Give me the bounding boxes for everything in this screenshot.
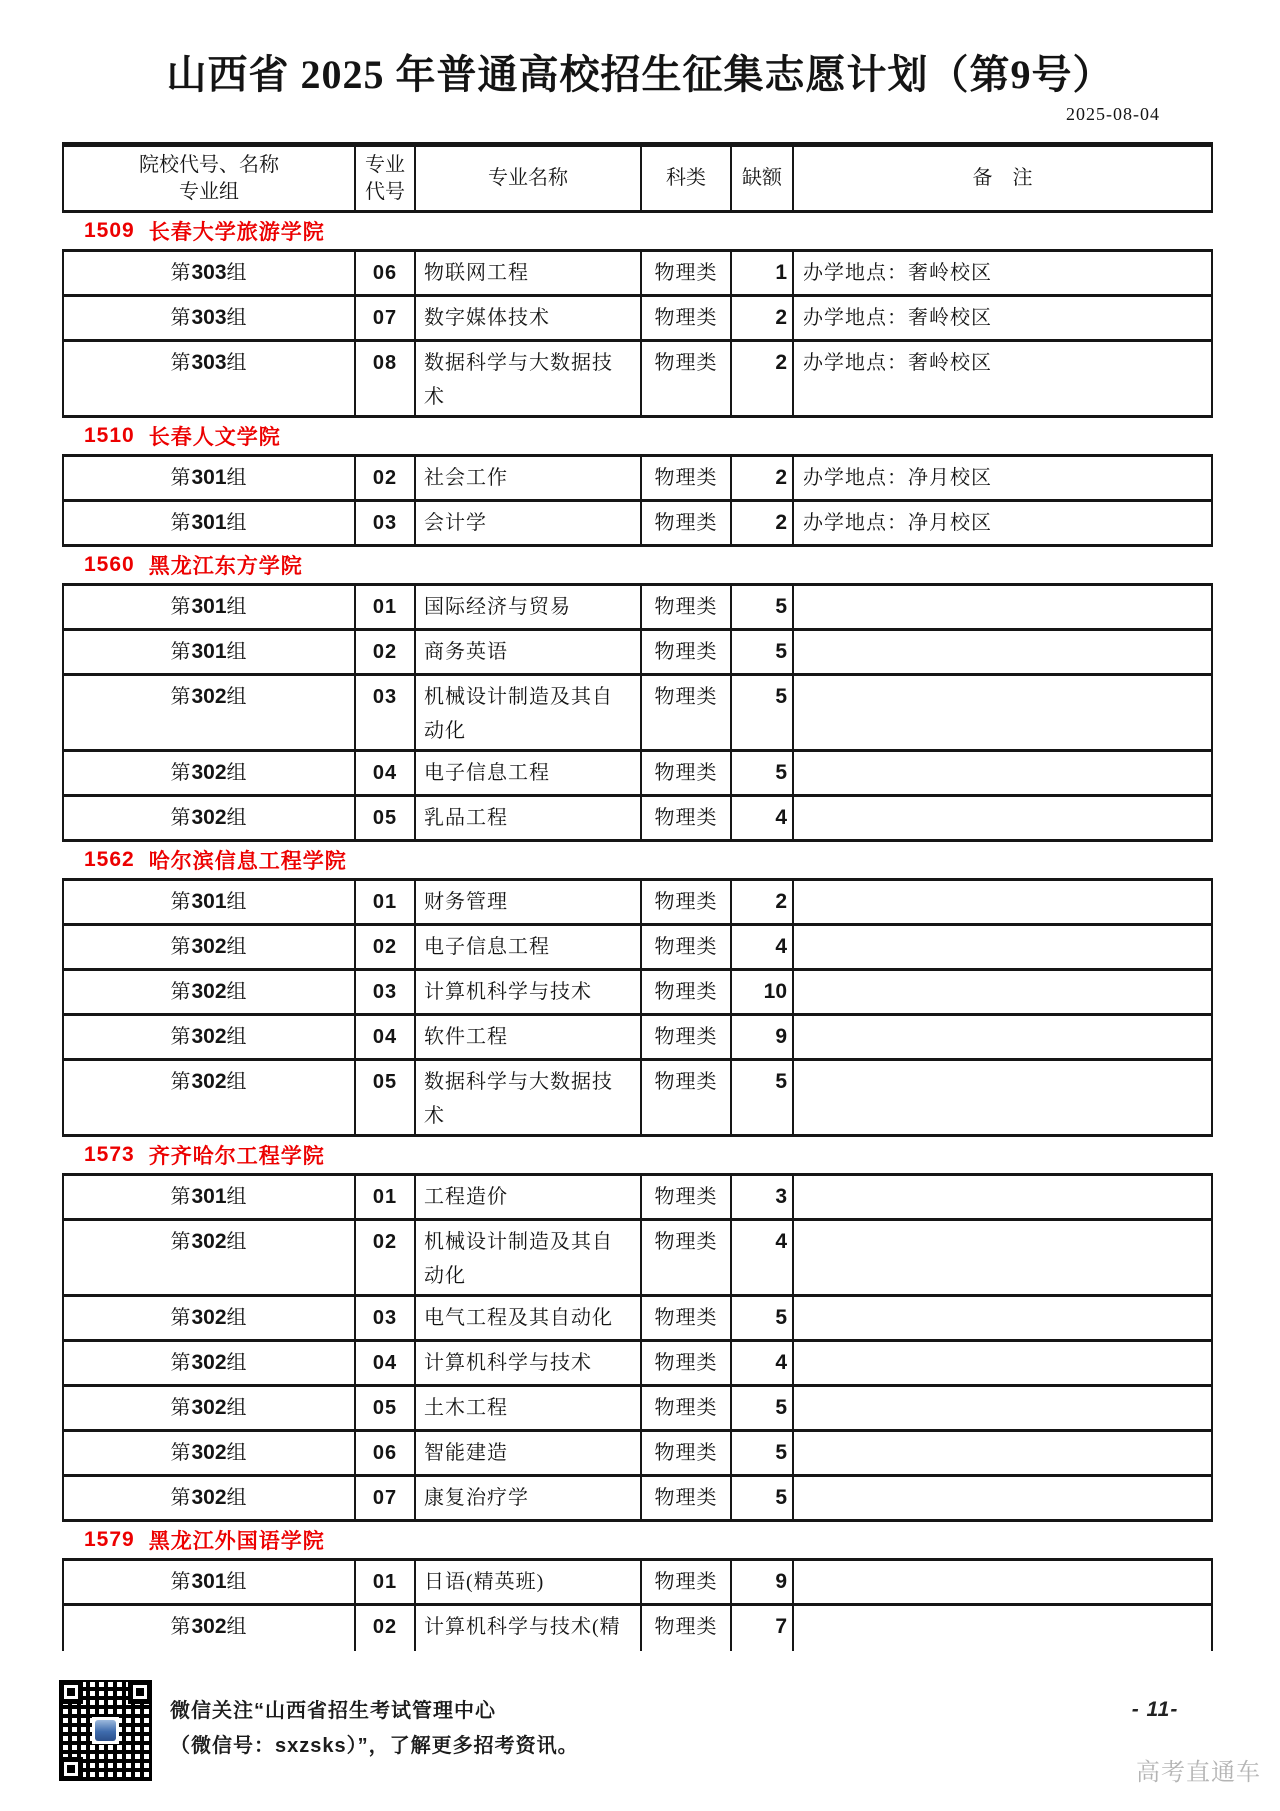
group-cell [64,252,356,294]
qr-finder-top-left [59,1680,83,1704]
major-code-cell: 05 [356,1387,416,1429]
group-text: 组 [226,981,248,1003]
major-name-cell: 机械设计制造及其自动化 [416,1221,642,1294]
note-cell [794,1221,1211,1294]
table-row [62,1297,1213,1342]
header-major-code-line1: 专业 [365,153,405,176]
group-number: 303 [191,351,227,374]
category-cell: 物理类 [642,881,732,923]
watermark-gaokao-zhitongche: 高考直通车 [1136,1759,1261,1786]
group-text: 第 [170,352,192,374]
vacancy-cell: 9 [732,1561,794,1603]
section-header-row [62,547,1213,586]
group-number: 302 [191,935,227,958]
note-cell [794,1061,1211,1134]
group-number: 302 [191,1306,227,1329]
section-college-code: 1509 [84,219,135,242]
note-cell [794,1297,1211,1339]
group-text: 第 [170,596,192,618]
major-name-cell: 土木工程 [416,1387,642,1429]
category-cell: 物理类 [642,1561,732,1603]
major-code-cell: 02 [356,631,416,673]
group-cell [64,881,356,923]
category-cell: 物理类 [642,631,732,673]
section-college-code: 1562 [84,848,135,871]
page-title: 山西省 2025 年普通高校招生征集志愿计划（第9号） [166,52,1114,97]
qr-finder-bottom-left [59,1757,83,1781]
category-cell: 物理类 [642,1387,732,1429]
major-name-cell: 计算机科学与技术(精 [416,1606,642,1651]
major-name-cell: 计算机科学与技术 [416,971,642,1013]
major-name-cell: 财务管理 [416,881,642,923]
major-name-cell: 乳品工程 [416,797,642,839]
group-text: 第 [170,262,192,284]
group-number: 302 [191,685,227,708]
plan-table [62,142,1213,1651]
page-number: - 11- [1131,1698,1179,1721]
group-text: 第 [170,936,192,958]
major-name-cell: 商务英语 [416,631,642,673]
group-number: 301 [191,466,227,489]
section-header-row [62,842,1213,881]
group-cell [64,676,356,749]
major-name-cell: 工程造价 [416,1176,642,1218]
note-cell: 办学地点：净月校区 [803,512,992,534]
section-college-code: 1560 [84,553,135,576]
major-code-cell: 03 [356,971,416,1013]
group-cell [64,457,356,499]
major-name-cell: 软件工程 [416,1016,642,1058]
group-cell [64,502,356,544]
group-cell [64,1342,356,1384]
group-text: 组 [226,1616,248,1638]
vacancy-cell: 5 [732,1477,794,1519]
category-cell: 物理类 [642,342,732,415]
section-header-row [62,1522,1213,1561]
vacancy-cell: 2 [732,297,794,339]
table-body [62,213,1213,1651]
group-number: 302 [191,980,227,1003]
group-text: 第 [170,1071,192,1093]
major-code-cell: 02 [356,1221,416,1294]
group-text: 组 [226,807,248,829]
group-number: 301 [191,511,227,534]
major-name-cell: 康复治疗学 [416,1477,642,1519]
category-cell: 物理类 [642,1221,732,1294]
vacancy-cell: 5 [732,586,794,628]
group-text: 第 [170,981,192,1003]
major-code-cell: 08 [356,342,416,415]
table-row [62,586,1213,631]
group-number: 301 [191,1570,227,1593]
major-code-cell: 02 [356,457,416,499]
group-text: 第 [170,807,192,829]
category-cell: 物理类 [642,586,732,628]
group-text: 组 [226,1352,248,1374]
table-row [62,1016,1213,1061]
major-code-cell: 01 [356,1176,416,1218]
group-cell [64,342,356,415]
major-code-cell: 03 [356,676,416,749]
vacancy-cell: 1 [732,252,794,294]
wechat-follow-line2: （微信号：sxzsks）”，了解更多招考资讯。 [170,1735,579,1757]
vacancy-cell: 2 [732,342,794,415]
group-number: 302 [191,1396,227,1419]
vacancy-cell: 5 [732,1387,794,1429]
group-text: 第 [170,1307,192,1329]
group-text: 第 [170,1487,192,1509]
group-text: 组 [226,1186,248,1208]
vacancy-cell: 5 [732,1432,794,1474]
table-row [62,676,1213,752]
group-number: 301 [191,595,227,618]
category-cell: 物理类 [642,1606,732,1651]
vacancy-cell: 4 [732,1221,794,1294]
major-name-cell: 数字媒体技术 [416,297,642,339]
group-text: 第 [170,762,192,784]
group-number: 302 [191,1070,227,1093]
group-cell [64,1176,356,1218]
group-text: 组 [226,352,248,374]
group-text: 组 [226,1442,248,1464]
document-date: 2025-08-04 [1066,104,1160,124]
group-text: 组 [226,596,248,618]
group-cell [64,631,356,673]
table-header-row [62,147,1213,213]
major-name-cell: 智能建造 [416,1432,642,1474]
group-text: 组 [226,1397,248,1419]
table-row [62,971,1213,1016]
major-code-cell: 02 [356,1606,416,1651]
group-number: 302 [191,806,227,829]
group-cell [64,586,356,628]
vacancy-cell: 5 [732,1061,794,1134]
group-text: 组 [226,1307,248,1329]
header-vacancy-label: 缺额 [742,167,782,189]
group-text: 组 [226,686,248,708]
group-text: 第 [170,1442,192,1464]
table-row [62,926,1213,971]
group-cell [64,797,356,839]
table-row [62,1387,1213,1432]
note-cell [794,1342,1211,1384]
major-name-cell: 电子信息工程 [416,752,642,794]
qr-finder-top-right [128,1680,152,1704]
note-cell [794,676,1211,749]
vacancy-cell: 2 [732,457,794,499]
section-college-code: 1579 [84,1528,135,1551]
group-text: 组 [226,641,248,663]
group-text: 组 [226,1231,248,1253]
group-number: 302 [191,1486,227,1509]
vacancy-cell: 5 [732,752,794,794]
table-row [62,1061,1213,1137]
table-row [62,752,1213,797]
header-college-line2: 专业组 [179,180,239,203]
group-number: 302 [191,1025,227,1048]
group-text: 第 [170,891,192,913]
vacancy-cell: 5 [732,631,794,673]
table-row [62,1221,1213,1297]
group-number: 303 [191,261,227,284]
group-number: 303 [191,306,227,329]
table-row [62,1432,1213,1477]
group-number: 302 [191,1230,227,1253]
note-cell [794,881,1211,923]
group-text: 组 [226,936,248,958]
section-college-name: 长春人文学院 [148,426,281,449]
category-cell: 物理类 [642,457,732,499]
category-cell: 物理类 [642,1477,732,1519]
section-college-name: 齐齐哈尔工程学院 [148,1145,325,1168]
group-text: 组 [226,1071,248,1093]
wechat-follow-line1: 微信关注“山西省招生考试管理中心 [170,1700,496,1722]
group-cell [64,297,356,339]
table-row [62,1606,1213,1651]
table-row [62,502,1213,547]
vacancy-cell: 4 [732,926,794,968]
header-major-name-column [416,147,642,210]
group-text: 组 [226,1487,248,1509]
group-text: 组 [226,467,248,489]
note-cell: 办学地点：净月校区 [803,467,992,489]
group-cell [64,971,356,1013]
group-text: 组 [226,762,248,784]
section-college-name: 黑龙江东方学院 [148,555,303,578]
qr-center-logo [92,1717,119,1744]
major-code-cell: 01 [356,881,416,923]
vacancy-cell: 10 [732,971,794,1013]
group-text: 组 [226,1026,248,1048]
header-note-column [794,147,1211,210]
major-code-cell: 04 [356,1016,416,1058]
table-row [62,1342,1213,1387]
table-row [62,297,1213,342]
major-name-cell: 日语(精英班) [416,1561,642,1603]
major-code-cell: 04 [356,1342,416,1384]
group-text: 第 [170,1231,192,1253]
header-category-label: 科类 [666,167,706,189]
vacancy-cell: 2 [732,881,794,923]
category-cell: 物理类 [642,926,732,968]
major-name-cell: 计算机科学与技术 [416,1342,642,1384]
category-cell: 物理类 [642,1061,732,1134]
section-college-name: 哈尔滨信息工程学院 [148,850,347,873]
header-major-code-line2: 代号 [365,180,405,203]
group-text: 组 [226,1571,248,1593]
group-number: 301 [191,890,227,913]
group-cell [64,1432,356,1474]
table-row [62,342,1213,418]
note-cell: 办学地点：奢岭校区 [803,262,992,284]
category-cell: 物理类 [642,1432,732,1474]
category-cell: 物理类 [642,1297,732,1339]
vacancy-cell: 3 [732,1176,794,1218]
vacancy-cell: 5 [732,1297,794,1339]
wechat-qr-code [59,1680,152,1781]
major-name-cell: 数据科学与大数据技术 [416,1061,642,1134]
header-college-column [64,147,356,210]
category-cell: 物理类 [642,252,732,294]
major-name-cell: 机械设计制造及其自动化 [416,676,642,749]
major-code-cell: 03 [356,502,416,544]
section-college-name: 黑龙江外国语学院 [148,1530,325,1553]
group-cell [64,1606,356,1651]
major-code-cell: 07 [356,297,416,339]
group-cell [64,1387,356,1429]
group-cell [64,1016,356,1058]
group-number: 302 [191,1615,227,1638]
section-header-row [62,1137,1213,1176]
note-cell [794,926,1211,968]
group-cell [64,1561,356,1603]
group-text: 组 [226,262,248,284]
note-cell [794,1606,1211,1651]
header-major-name-label: 专业名称 [488,167,568,189]
note-cell [794,1016,1211,1058]
category-cell: 物理类 [642,502,732,544]
major-code-cell: 05 [356,1061,416,1134]
table-row [62,1477,1213,1522]
group-text: 第 [170,1571,192,1593]
group-text: 第 [170,1616,192,1638]
group-text: 组 [226,512,248,534]
major-code-cell: 01 [356,586,416,628]
group-text: 组 [226,307,248,329]
major-name-cell: 数据科学与大数据技术 [416,342,642,415]
note-cell [794,631,1211,673]
note-cell: 办学地点：奢岭校区 [803,307,992,329]
group-number: 302 [191,761,227,784]
vacancy-cell: 5 [732,676,794,749]
note-cell [794,1176,1211,1218]
vacancy-cell: 4 [732,1342,794,1384]
section-college-code: 1510 [84,424,135,447]
group-text: 第 [170,1352,192,1374]
table-row [62,631,1213,676]
group-number: 302 [191,1441,227,1464]
group-text: 组 [226,891,248,913]
category-cell: 物理类 [642,971,732,1013]
header-college-line1: 院校代号、名称 [139,153,279,176]
major-code-cell: 06 [356,1432,416,1474]
section-college-code: 1573 [84,1143,135,1166]
section-college-name: 长春大学旅游学院 [148,221,325,244]
category-cell: 物理类 [642,752,732,794]
category-cell: 物理类 [642,297,732,339]
section-header-row [62,418,1213,457]
table-row [62,1176,1213,1221]
major-code-cell: 02 [356,926,416,968]
note-cell [794,752,1211,794]
note-cell [794,1432,1211,1474]
group-cell [64,1477,356,1519]
group-cell [64,1061,356,1134]
wechat-follow-note [170,1694,810,1764]
note-cell: 办学地点：奢岭校区 [803,352,992,374]
category-cell: 物理类 [642,1176,732,1218]
major-code-cell: 05 [356,797,416,839]
major-name-cell: 国际经济与贸易 [416,586,642,628]
note-cell [794,586,1211,628]
group-text: 第 [170,1397,192,1419]
category-cell: 物理类 [642,797,732,839]
major-name-cell: 会计学 [416,502,642,544]
header-vacancy-column [732,147,794,210]
group-text: 第 [170,641,192,663]
category-cell: 物理类 [642,1342,732,1384]
header-note-label: 备 注 [972,167,1033,189]
group-text: 第 [170,1186,192,1208]
note-cell [794,1561,1211,1603]
group-cell [64,752,356,794]
group-text: 第 [170,512,192,534]
group-number: 302 [191,1351,227,1374]
note-cell [794,1387,1211,1429]
vacancy-cell: 7 [732,1606,794,1651]
header-category-column [642,147,732,210]
note-cell [794,1477,1211,1519]
major-code-cell: 03 [356,1297,416,1339]
table-row [62,1561,1213,1606]
note-cell [794,797,1211,839]
major-code-cell: 01 [356,1561,416,1603]
group-number: 301 [191,1185,227,1208]
group-number: 301 [191,640,227,663]
table-row [62,252,1213,297]
major-code-cell: 07 [356,1477,416,1519]
section-header-row [62,213,1213,252]
major-code-cell: 06 [356,252,416,294]
major-name-cell: 电子信息工程 [416,926,642,968]
header-major-code-column [356,147,416,210]
table-row [62,457,1213,502]
group-cell [64,1221,356,1294]
major-name-cell: 电气工程及其自动化 [416,1297,642,1339]
group-text: 第 [170,467,192,489]
major-code-cell: 04 [356,752,416,794]
vacancy-cell: 4 [732,797,794,839]
group-cell [64,1297,356,1339]
vacancy-cell: 9 [732,1016,794,1058]
major-name-cell: 社会工作 [416,457,642,499]
category-cell: 物理类 [642,1016,732,1058]
table-row [62,881,1213,926]
note-cell [794,971,1211,1013]
major-name-cell: 物联网工程 [416,252,642,294]
category-cell: 物理类 [642,676,732,749]
vacancy-cell: 2 [732,502,794,544]
group-text: 第 [170,1026,192,1048]
group-cell [64,926,356,968]
group-text: 第 [170,307,192,329]
table-row [62,797,1213,842]
group-text: 第 [170,686,192,708]
